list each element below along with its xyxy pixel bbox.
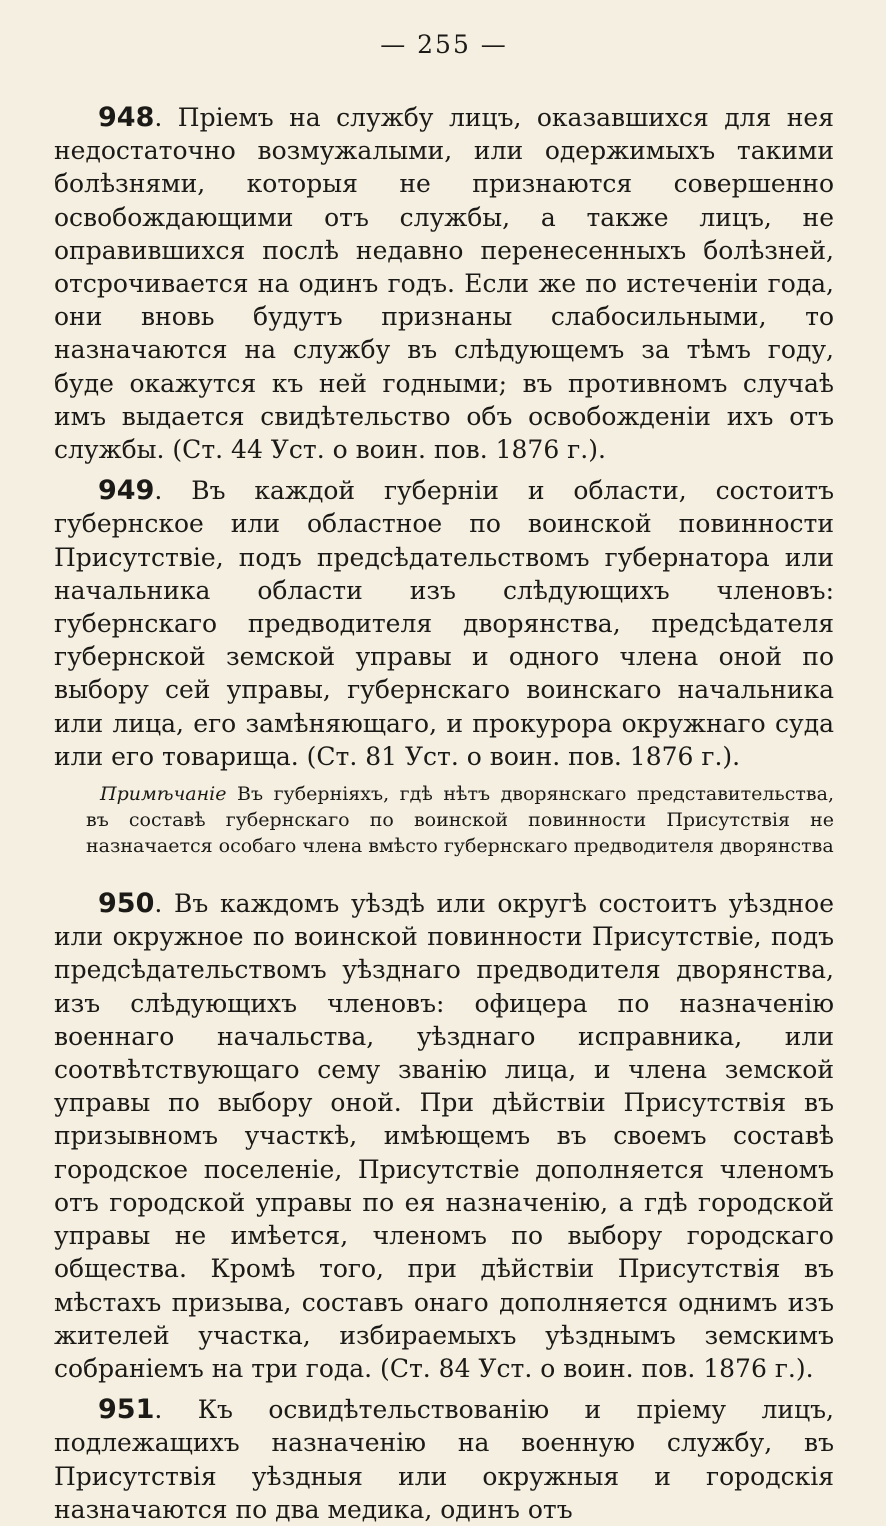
article-text: . Въ каждомъ уѣздѣ или округѣ состоитъ уѣздное или окружное по воинской повинности Присутствіе, подъ предсѣдательствомъ уѣзднаго предводителя дворянства, изъ слѣдующихъ членовъ: офицера по назначенію военнаго начальства, уѣзднаго исправника, или соотвѣтствующаго сему званію лица, и члена земской управы по выбору оной. При дѣйствіи Присутствія въ призывномъ участкѣ, имѣющемъ въ своемъ составѣ городское поселеніе, Присутствіе дополняется членомъ отъ городской управы по ея назначенію, а гдѣ городской управы не имѣется, членомъ по выбору городскаго общества. Кромѣ того, при дѣйствіи Присутствія въ мѣстахъ призыва, составъ онаго дополняется однимъ изъ жителей участка, избираемыхъ уѣзднымъ земскимъ собраніемъ на три года. (Ст. 84 Уст. о воин. пов. 1876 г.). <box>54 889 834 1383</box>
page-number: — 255 — <box>380 30 508 59</box>
article-948 <box>54 101 834 466</box>
article-text: . Въ каждой губерніи и области, состоитъ губернское или областное по воинской повинности Присутствіе, подъ предсѣдательствомъ губернатора или начальника области изъ слѣдующихъ членовъ: губернскаго предводителя дворянства, предсѣдателя губернской земской управы и одного члена оной по выбору сей управы, губернскаго воинскаго начальника или лица, его замѣняющаго, и прокурора окружнаго суда или его товарища. (Ст. 81 Уст. о воин. пов. 1876 г.). <box>54 476 834 771</box>
article-951 <box>54 1393 834 1526</box>
article-number: 948 <box>98 102 155 133</box>
article-950 <box>54 887 834 1385</box>
note-label: Примѣчаніе <box>100 783 227 806</box>
article-text: . Пріемъ на службу лицъ, оказавшихся для нея недостаточно возмужалыми, или одержимыхъ такими болѣзнями, которыя не признаются совершенно освобождающими отъ службы, а также лицъ, не оправившихся послѣ недавно перенесенныхъ болѣзней, отсрочивается на одинъ годъ. Если же по истеченіи года, они вновь будутъ признаны слабосильными, то назначаются на службу въ слѣдующемъ за тѣмъ году, буде окажутся къ ней годными; въ противномъ случаѣ имъ выдается свидѣтельство объ освобожденіи ихъ отъ службы. (Ст. 44 Уст. о воин. пов. 1876 г.). <box>54 103 834 465</box>
note-text: Въ губерніяхъ, гдѣ нѣтъ дворянскаго представительства, въ составѣ губернскаго по воинской повинности Присутствія не назначается особаго члена вмѣсто губернскаго предводителя дворянства <box>86 783 834 858</box>
article-949 <box>54 474 834 773</box>
article-number: 951 <box>98 1394 155 1426</box>
article-number: 949 <box>98 475 155 507</box>
article-number: 950 <box>98 888 155 920</box>
article-text: . Къ освидѣтельствованію и пріему лицъ, подлежащихъ назначенію на военную службу, въ Присутствія уѣздныя или окружныя и городскія назначаются по два медика, одинъ отъ <box>54 1395 834 1524</box>
note-paragraph <box>54 781 834 859</box>
